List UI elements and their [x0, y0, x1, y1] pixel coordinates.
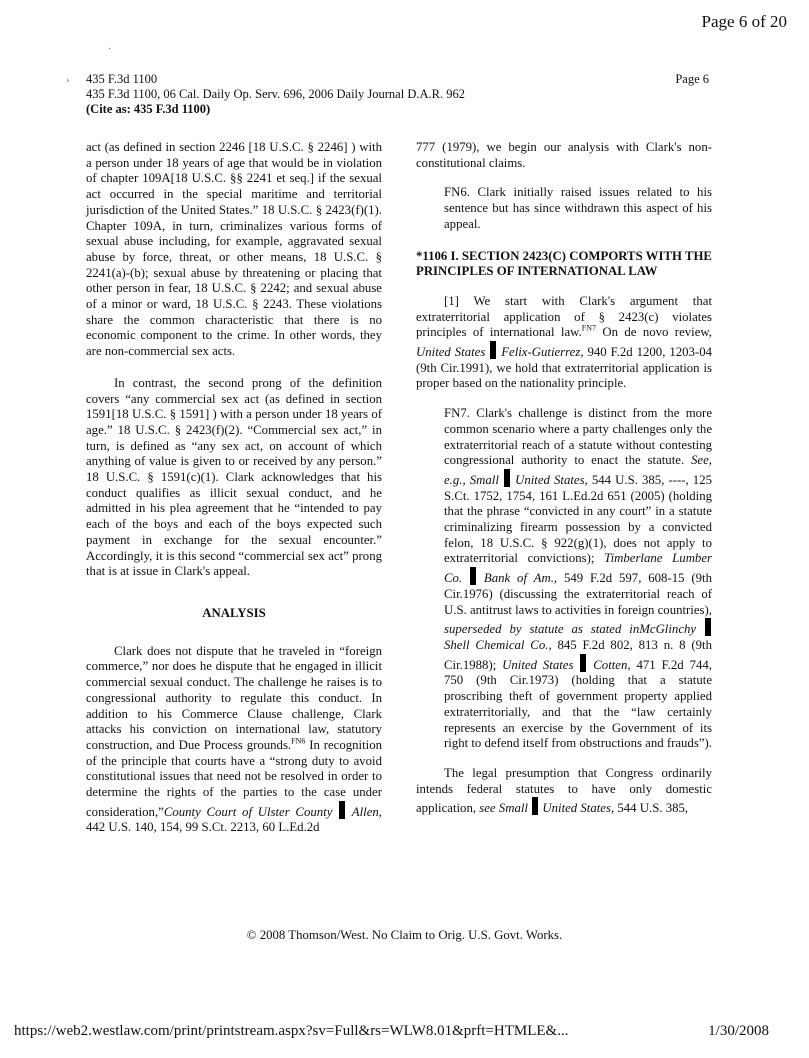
- text-run: FN7. Clark's challenge is distinct from the more common scenario where a party challenges only the extraterritorial reach of a statute without contesting congressional authority to enact the statute.: [444, 406, 712, 468]
- redaction-mark: [490, 341, 496, 359]
- signal-citation: see Small: [479, 801, 528, 816]
- paragraph: [86, 644, 382, 836]
- text-run: 845 F.2d 802, 813 n. 8 (9th Cir.1988);: [444, 637, 712, 672]
- footnote-ref[interactable]: FN7: [581, 324, 596, 334]
- footnote-ref[interactable]: FN6: [291, 736, 306, 746]
- footnote: [444, 406, 712, 752]
- text-run: 544 U.S. 385, ----, 125 S.Ct. 1752, 1754, 161 L.Ed.2d 651 (2005) (holding that the phrase “convicted in any court” in a statute criminalizing firearm possession by a convicted felon, 18 U.S.C. § 922(g)(1), does not apply to extraterritorial convictions);: [444, 472, 713, 566]
- redaction-mark: [532, 797, 538, 815]
- section-heading: *1106 I. SECTION 2423(C) COMPORTS WITH THE PRINCIPLES OF INTERNATIONAL LAW: [416, 248, 712, 279]
- case-name: United States,: [515, 472, 588, 487]
- print-url: https://web2.westlaw.com/print/printstream.aspx?sv=Full&rs=WLW8.01&prft=HTMLE&...: [14, 1023, 569, 1039]
- case-name: Timberlane Lumber Co.: [444, 551, 712, 586]
- text-run: 549 F.2d 597, 608-15 (9th Cir.1976) (discussing the extraterritorial reach of U.S. antitrust laws to activities in foreign countries),: [444, 571, 713, 617]
- redaction-mark: [504, 469, 510, 487]
- text-run: Clark does not dispute that he traveled in “foreign commerce,” nor does he dispute that he engaged in illicit commercial sexual conduct. The challenge he raises is to congressional authority to regulate this conduct. In addition to his Commerce Clause challenge, Clark attacks his conviction on international law, statutory construction, and Due Process grounds.: [86, 643, 382, 752]
- redaction-mark: [580, 654, 586, 672]
- text-run: 471 F.2d 744, 750 (9th Cir.1973) (holding that a statute proscribing theft of government property applied extraterritorially, and that the “law certainly represents an exercise by the Government of its right to defend itself from obstructions and frauds”).: [444, 657, 712, 751]
- page-indicator: Page 6 of 20: [701, 12, 787, 31]
- section-heading: ANALYSIS: [202, 605, 266, 620]
- citation-line: 435 F.3d 1100: [86, 72, 158, 86]
- text-run: The legal presumption that Congress ordinarily intends federal statutes to have only domestic application,: [416, 765, 712, 816]
- subsequent-history: superseded by statute as stated inMcGlinchy: [444, 622, 697, 637]
- text-run: [1] We start with Clark's argument that extraterritorial application of § 2423(c) violates principles of international law.: [416, 293, 712, 340]
- redaction-mark: [470, 567, 476, 585]
- text-run: On de novo review,: [596, 325, 712, 340]
- right-column: [416, 140, 712, 817]
- case-name: Felix-Gutierrez,: [501, 345, 584, 360]
- redaction-mark: [705, 618, 711, 636]
- copyright-notice: © 2008 Thomson/West. No Claim to Orig. U.S. Govt. Works.: [246, 928, 563, 942]
- paragraph: [416, 766, 712, 817]
- footnote: FN6. Clark initially raised issues related to his sentence but has since withdrawn this aspect of his appeal.: [444, 185, 712, 231]
- citation-header: [86, 72, 465, 117]
- text-run: In recognition of the principle that courts have a “strong duty to avoid constitutional issues that need not be resolved in order to determine the rights of the parties to the case under consideration,”: [86, 737, 382, 819]
- print-date: 1/30/2008: [708, 1023, 769, 1039]
- case-name: United States: [502, 657, 574, 672]
- paragraph: act (as defined in section 2246 [18 U.S.C. § 2246] ) with a person under 18 years of age that would be in violation of chapter 109A[18 U.S.C. §§ 2241 et seq.] if the sexual act occurred in the special maritime and territorial jurisdiction of the United States.” 18 U.S.C. § 2423(f)(1). Chapter 109A, in turn, criminalizes various forms of sexual abuse including, for example, aggravated sexual abuse by force, threat, or other means, 18 U.S.C. § 2241(a)-(b); sexual abuse by threatening or placing that other person in fear, 18 U.S.C. § 2242; and sexual abuse of a minor or ward, 18 U.S.C. § 2243. These violations share the common characteristic that there is no economic component to the crime. In other words, they are non-commercial sex acts.: [86, 140, 382, 359]
- paragraph: 777 (1979), we begin our analysis with Clark's non-constitutional claims.: [416, 140, 712, 170]
- case-name: County Court of Ulster County: [163, 804, 333, 819]
- case-name: United States: [416, 345, 486, 360]
- signal-citation: See, e.g., Small: [444, 453, 712, 487]
- paragraph: In contrast, the second prong of the definition covers “any commercial sex act (as defined in section 1591[18 U.S.C. § 1591] ) with a person under 18 years of age.” 18 U.S.C. § 2423(f)(2). “Commercial sex act,” in turn, is defined as “any sex act, on account of which anything of value is given to or received by any person.” 18 U.S.C. § 1591(c)(1). Clark acknowledges that his conduct qualifies as illicit sexual conduct, and he admitted in his plea agreement that he “intended to pay each of the boys and each of the boys expected such payment in exchange for the sexual encounter.” Accordingly, it is this second “commercial sex act” prong that is at issue in Clark's appeal.: [86, 375, 382, 579]
- case-name: Shell Chemical Co.,: [444, 637, 552, 652]
- cite-as: (Cite as: 435 F.3d 1100): [86, 102, 211, 116]
- citation-line: 435 F.3d 1100, 06 Cal. Daily Op. Serv. 696, 2006 Daily Journal D.A.R. 962: [86, 87, 465, 101]
- page-label: Page 6: [675, 72, 709, 86]
- case-name: Cotten,: [593, 657, 631, 672]
- redaction-mark: [339, 801, 345, 819]
- text-run: 442 U.S. 140, 154, 99 S.Ct. 2213, 60 L.Ed.2d: [86, 820, 320, 835]
- scan-mark: ·: [108, 44, 112, 55]
- left-column: [86, 140, 382, 836]
- scan-mark: ›: [66, 75, 70, 86]
- text-run: 940 F.2d 1200, 1203-04 (9th Cir.1991), we hold that extraterritorial application is proper based on the nationality principle.: [416, 345, 712, 391]
- paragraph: [416, 294, 712, 392]
- case-name: United States,: [539, 801, 615, 816]
- case-name: Allen,: [351, 804, 382, 819]
- case-name: Bank of Am.,: [483, 571, 558, 586]
- text-run: 544 U.S. 385,: [614, 801, 689, 816]
